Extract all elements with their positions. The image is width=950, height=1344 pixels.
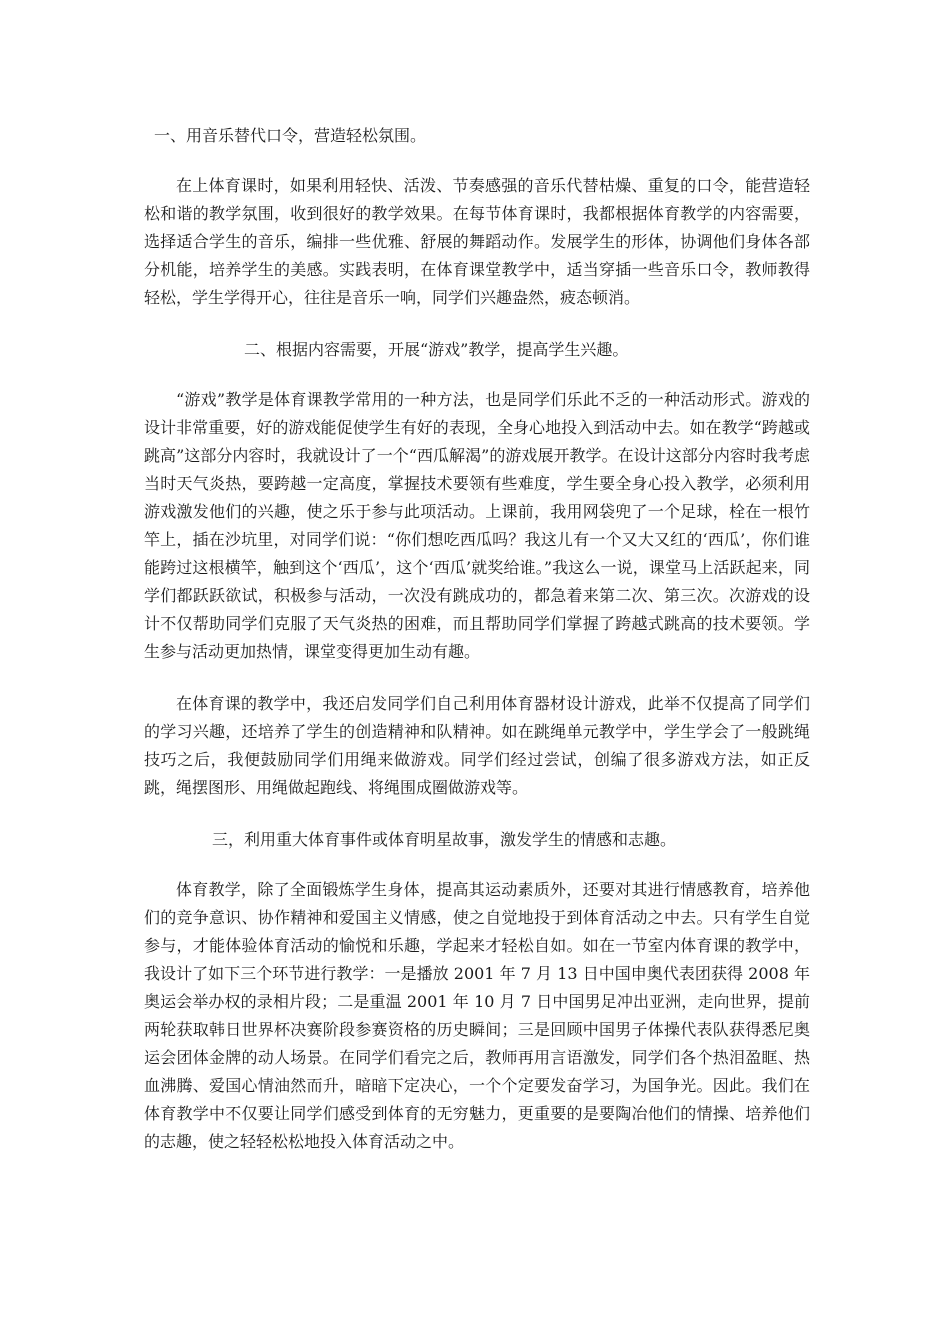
body-paragraph-4: 体育教学，除了全面锻炼学生身体，提高其运动素质外，还要对其进行情感教育，培养他们的竞争意识、协作精神和爱国主义情感，使之自觉地投于到体育活动之中去。只有学生自觉参与，才能体验体育活动的愉悦和乐趣，学起来才轻松自如。如在一节室内体育课的教学中，我设计了如下三个环节进行教学：一是播放 2001 年 7 月 13 日中国申奥代表团获得 2008 年奥运会举办权的录相片段；二是重温 2001 年 10 月 7 日中国男足冲出亚洲，走向世界，提前两轮获取韩日世界杯决赛阶段参赛资格的历史瞬间；三是回顾中国男子体操代表队获得悉尼奥运会团体金牌的动人场景。在同学们看完之后，教师再用言语激发，同学们各个热泪盈眶、热血沸腾、爱国心情油然而升，暗暗下定决心，一个个定要发奋学习，为国争光。因此。我们在体育教学中不仅要让同学们感受到体育的无穷魅力，更重要的是要陶冶他们的情操、培养他们的志趣，使之轻轻松松地投入体育活动之中。 — [144, 880, 810, 1151]
body-paragraph-2: “游戏”教学是体育课教学常用的一种方法，也是同学们乐此不乏的一种活动形式。游戏的设计非常重要，好的游戏能促使学生有好的表现，全身心地投入到活动中去。如在教学“跨越或跳高”这部分内容时，我就设计了一个“西瓜解渴”的游戏展开教学。在设计这部分内容时我考虑当时天气炎热，要跨越一定高度，掌握技术要领有些难度，学生要全身心投入教学，必须利用游戏激发他们的兴趣，使之乐于参与此项活动。上课前，我用网袋兜了一个足球，栓在一根竹竿上，插在沙坑里，对同学们说：“你们想吃西瓜吗？我这儿有一个又大又红的‘西瓜’，你们谁能跨过这根横竿，触到这个‘西瓜’，这个‘西瓜’就奖给谁。”我这么一说，课堂马上活跃起来，同学们都跃跃欲试，积极参与活动，一次没有跳成功的，都急着来第二次、第三次。次游戏的设计不仅帮助同学们克服了天气炎热的困难，而且帮助同学们掌握了跨越式跳高的技术要领。学生参与活动更加热情，课堂变得更加生动有趣。 — [144, 390, 810, 661]
section-heading-1: 一、用音乐替代口令，营造轻松氛围。 — [154, 126, 427, 145]
document-page — [144, 122, 810, 1156]
section-heading-2: 二、根据内容需要，开展“游戏”教学，提高学生兴趣。 — [244, 340, 629, 359]
body-paragraph-1: 在上体育课时，如果利用轻快、活泼、节奏感强的音乐代替枯燥、重复的口令，能营造轻松和谐的教学氛围，收到很好的教学效果。在每节体育课时，我都根据体育教学的内容需要，选择适合学生的音乐，编排一些优雅、舒展的舞蹈动作。发展学生的形体，协调他们身体各部分机能，培养学生的美感。实践表明，在体育课堂教学中，适当穿插一些音乐口令，教师教得轻松，学生学得开心，往往是音乐一响，同学们兴趣盎然，疲态顿消。 — [144, 176, 810, 307]
section-heading-3: 三，利用重大体育事件或体育明星故事，激发学生的情感和志趣。 — [212, 830, 677, 849]
body-paragraph-3: 在体育课的教学中，我还启发同学们自己利用体育器材设计游戏，此举不仅提高了同学们的学习兴趣，还培养了学生的创造精神和队精神。如在跳绳单元教学中，学生学会了一般跳绳技巧之后，我便鼓励同学们用绳来做游戏。同学们经过尝试，创编了很多游戏方法，如正反跳，绳摆图形、用绳做起跑线、将绳围成圈做游戏等。 — [144, 694, 810, 797]
